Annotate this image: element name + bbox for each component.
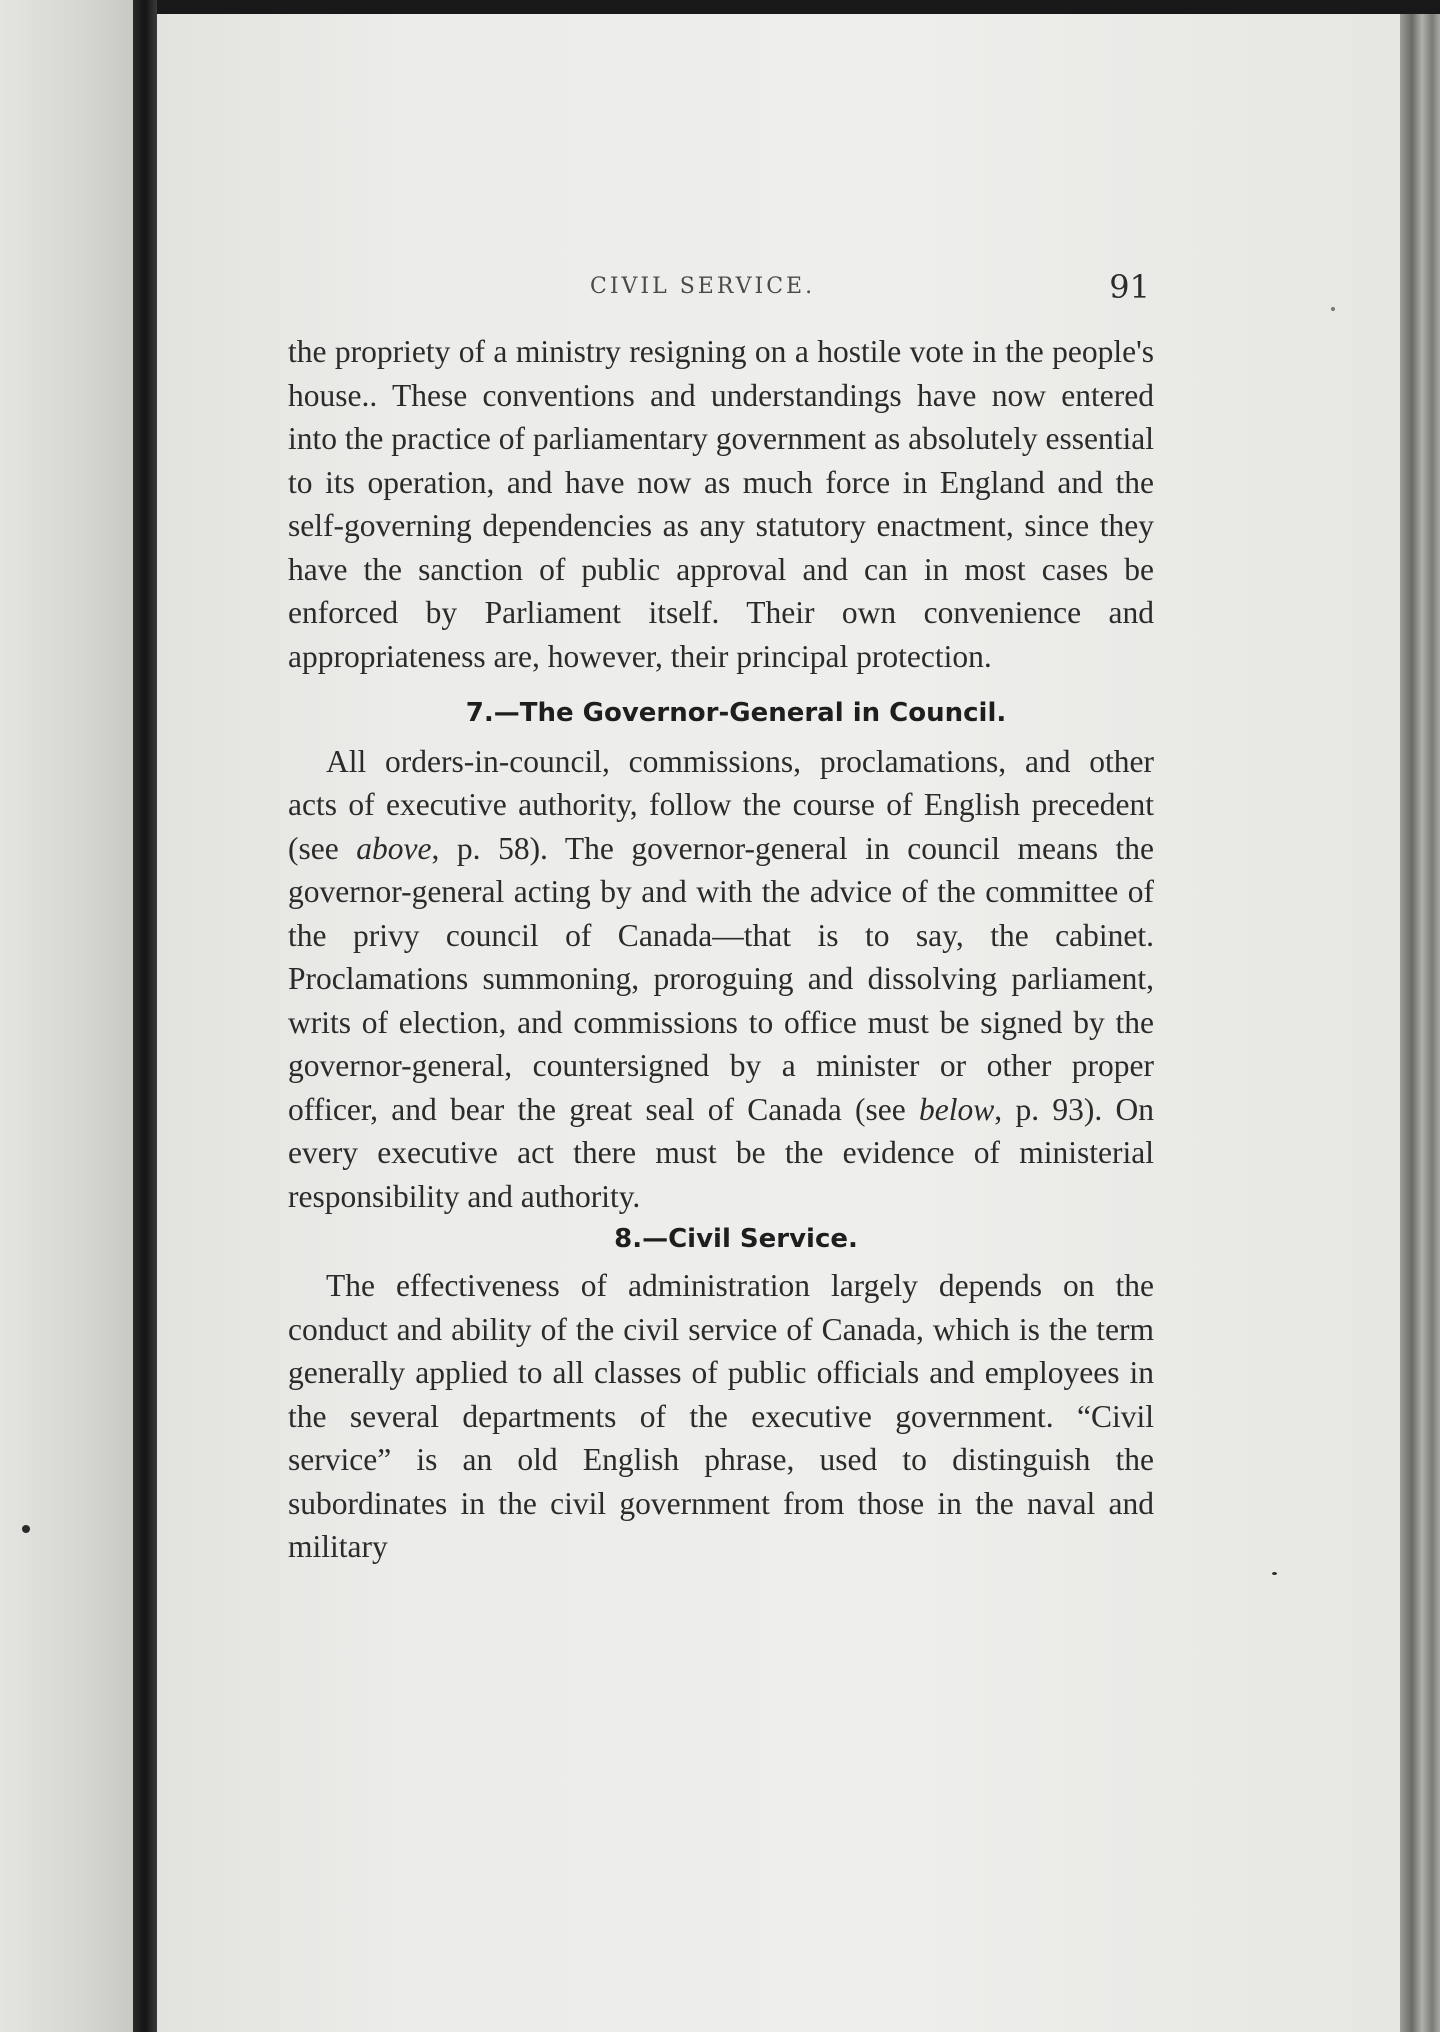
cross-reference: above [356,830,432,866]
text-segment: All orders-in-council, commissions, proclamations, and other acts of executive authority, follow the course of English precedent (see [288,743,1154,866]
paragraph-governor-general [288,740,1154,1219]
running-head: CIVIL SERVICE. [590,274,816,299]
page-number: 91 [1109,268,1150,306]
section-heading-8: 8.—Civil Service. [614,1224,858,1254]
text-segment: , p. 58). The governor-general in council means the governor-general acting by and with the advice of the committee of the privy council of Canada—that is to say, the cabinet. Proclamations summoning, proroguing and dissolving parliament, writs of election, and commissions to office must be signed by the governor-general, countersigned by a minister or other proper officer, and bear the great seal of Canada (see [288,830,1155,1127]
page-fore-edge [1400,14,1440,2032]
binding-gutter [133,0,157,2032]
facing-page-edge [0,0,135,2032]
ink-speck [1331,307,1335,311]
page-header [290,268,1150,312]
paragraph-continued: the propriety of a ministry resigning on a hostile vote in the people's house.. These conventions and understandings have now entered into the practice of parliamentary government as absolutely essential to its operation, and have now as much force in England and the self-governing dependencies as any statutory enactment, since they have the sanction of public approval and can in most cases be enforced by Parliament itself. Their own convenience and appropriateness are, however, their principal protection. [288,334,1154,674]
cross-reference: below [919,1091,995,1127]
body-text [288,330,1154,1569]
paragraph-civil-service: The effectiveness of administration largely depends on the conduct and ability of the civil service of Canada, which is the term generally applied to all classes of public officials and employees in the several departments of the executive government. “Civil service” is an old English phrase, used to distinguish the subordinates in the civil government from those in the naval and military [288,1268,1154,1564]
ink-speck [22,1525,30,1533]
ink-speck [1272,1572,1277,1575]
text-segment: , p. 93). On every executive act there must be the evidence of ministerial responsibility and authority. [288,1091,1154,1214]
top-scan-border [133,0,1440,14]
section-heading-7: 7.—The Governor-General in Council. [465,698,1007,728]
